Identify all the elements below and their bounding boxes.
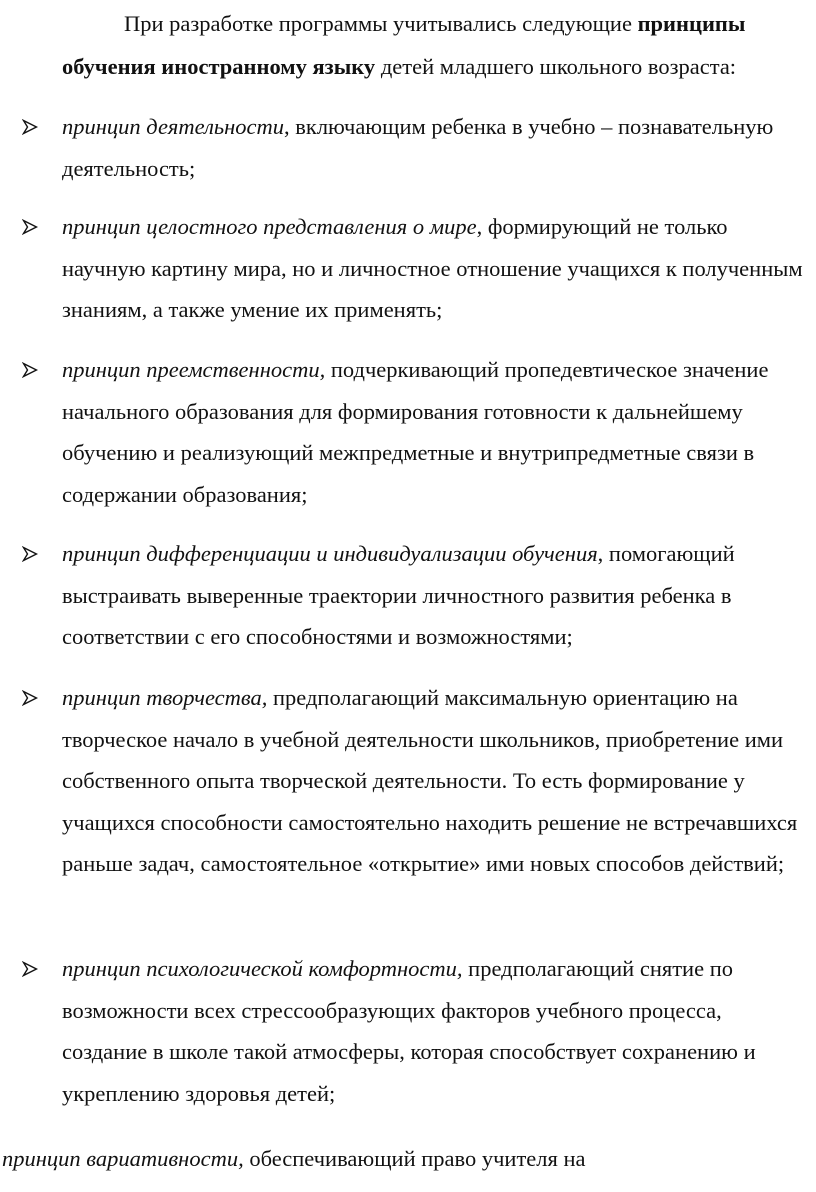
arrowhead-bullet-icon: [22, 546, 38, 562]
intro-bold-term-2: обучения иностранному языку: [62, 54, 376, 79]
arrowhead-bullet-icon: [22, 690, 38, 706]
principle-term: принцип психологической комфортности,: [62, 956, 463, 981]
principle-description: обеспечивающий право учителя на: [243, 1146, 586, 1171]
arrowhead-bullet-icon: [22, 219, 38, 235]
trailing-paragraph: [2, 1138, 802, 1179]
principle-description: , формирующий не только научную картину мира, но и личностное отношение учащихся к полученным знаниям, а также умение их применять;: [62, 214, 803, 322]
intro-first-line: [62, 2, 814, 45]
principle-description: , включающим ребенка в учебно – познавательную деятельность;: [62, 114, 774, 181]
principle-description: подчеркивающий пропедевтическое значение начального образования для формирования готовности к дальнейшему обучению и реализующий межпредметные и внутрипредметные связи в содержании образования;: [62, 357, 769, 507]
intro-bold-term-1: принципы: [637, 11, 746, 36]
list-item: [62, 533, 810, 658]
principle-description: предполагающий максимальную ориентацию на творческое начало в учебной деятельности школьников, приобретение ими собственного опыта творческой деятельности. То есть формирование у учащихся способности самостоятельно находить решение не встречавшихся раньше задач, самостоятельное «открытие» ими новых способов действий;: [62, 685, 798, 876]
list-item: [62, 948, 810, 1114]
intro-paragraph: [62, 2, 814, 88]
principle-term: принцип вариативности,: [2, 1146, 244, 1171]
intro-text-start: При разработке программы учитывались следующие: [124, 11, 638, 36]
principle-term: принцип дифференциации и индивидуализации обучения: [62, 541, 598, 566]
principle-term: принцип преемственности,: [62, 357, 326, 382]
principle-term: принцип целостного представления о мире: [62, 214, 477, 239]
arrowhead-bullet-icon: [22, 119, 38, 135]
principle-term: принцип деятельности: [62, 114, 285, 139]
principle-term: принцип творчества,: [62, 685, 268, 710]
arrowhead-bullet-icon: [22, 362, 38, 378]
principle-description: предполагающий снятие по возможности всех стрессообразующих факторов учебного процесса, создание в школе такой атмосферы, которая способствует сохранению и укреплению здоровья детей;: [62, 956, 756, 1106]
principle-description: , помогающий выстраивать выверенные траектории личностного развития ребенка в соответствии с его способностями и возможностями;: [62, 541, 735, 649]
list-item: [62, 349, 810, 515]
list-item: [62, 106, 810, 189]
list-item: [62, 206, 810, 331]
list-item: [62, 677, 810, 885]
intro-text-end: детей младшего школьного возраста:: [375, 54, 737, 79]
arrowhead-bullet-icon: [22, 961, 38, 977]
